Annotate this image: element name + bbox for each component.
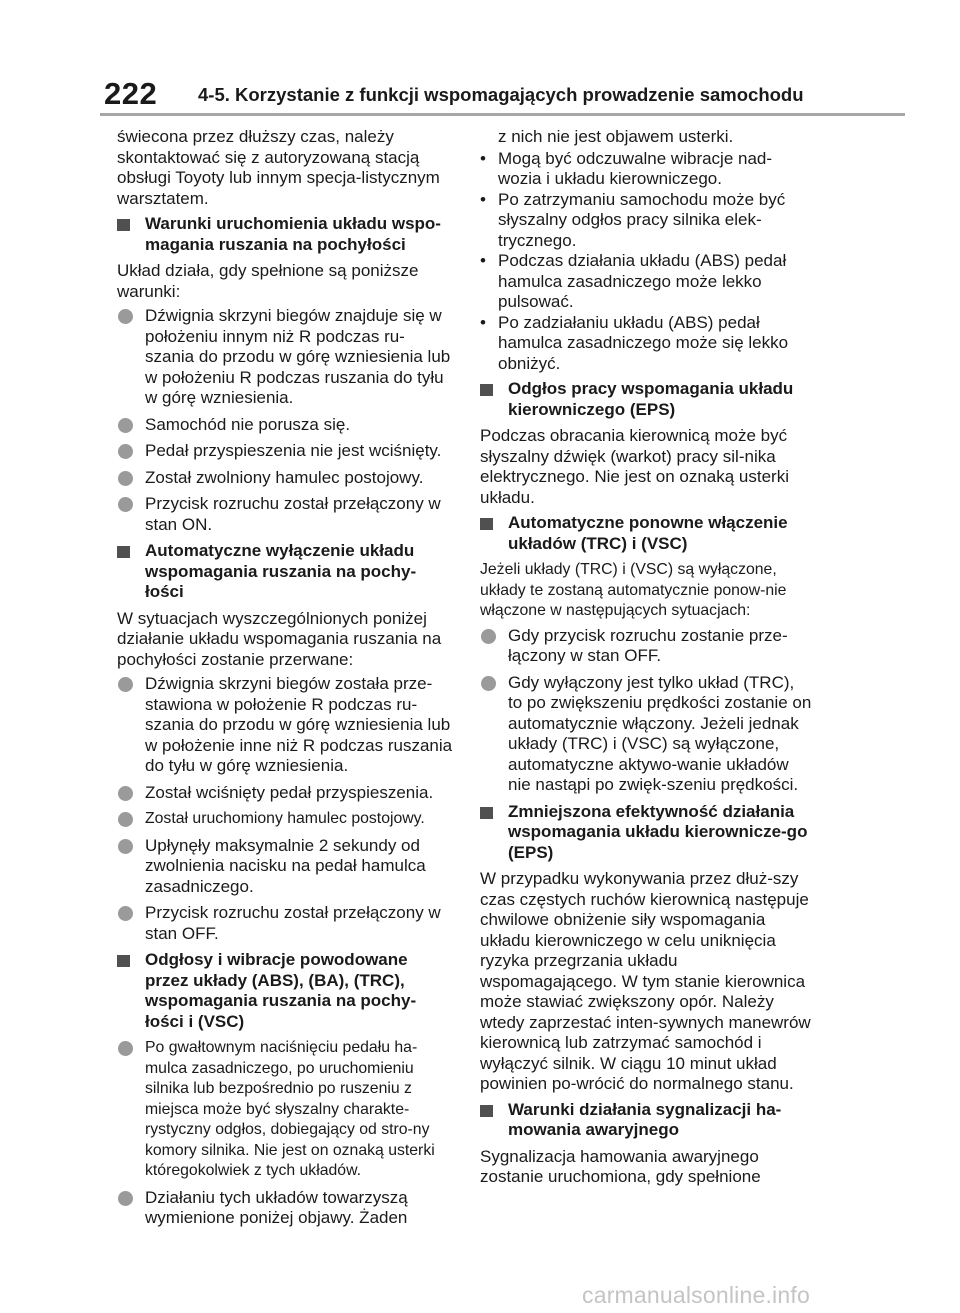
section-heading-auto-reactivation: Automatyczne ponowne włączenie układów (TRC) i (VSC) xyxy=(480,513,812,554)
section-heading-hill-start-conditions: Warunki uruchomienia układu wspo-magania ruszania na pochyłości xyxy=(117,214,453,255)
header-divider xyxy=(100,113,905,116)
list-item: • Po zadziałaniu układu (ABS) pedał hamulca zasadniczego może się lekko obniżyć. xyxy=(480,312,789,373)
list-item: Po gwałtownym naciśnięciu pedału ha-mulca zasadniczego, po uruchomieniu silnika lub bezpośrednio po ruszeniu z miejsca może być słyszalny charakte-rystyczny odgłos, dobiegający od stro-ny komory silnika. Nie jest on oznaką usterki któregokolwiek z tych układów. xyxy=(117,1038,453,1182)
bullet-dot-icon: • xyxy=(480,251,486,270)
bullet-circle-icon xyxy=(118,839,133,854)
section-heading-noises-vibrations: Odgłosy i wibracje powodowane przez układy (ABS), (BA), (TRC), wspomagania ruszania na pochy-łości i (VSC) xyxy=(117,950,453,1032)
section-text: Podczas obracania kierownicą może być słyszalny dźwięk (warkot) pracy sil-nika elektrycznego. Nie jest on oznaką usterki układu. xyxy=(480,426,789,507)
bullet-circle-icon xyxy=(118,1041,133,1056)
chapter-title: 4-5. Korzystanie z funkcji wspomagających prowadzenie samochodu xyxy=(198,84,804,105)
section-square-icon xyxy=(117,955,130,967)
bullet-circle-icon xyxy=(118,812,133,827)
list-item: • Mogą być odczuwalne wibracje nad-wozia i układu kierowniczego. xyxy=(480,148,773,188)
intro-paragraph: świecona przez dłuższy czas, należy skontaktować się z autoryzowaną stacją obsługi Toyoty lub innym specja-listycznym warsztatem. xyxy=(117,127,440,208)
page-number: 222 xyxy=(104,76,158,111)
bullet-circle-icon xyxy=(118,677,133,692)
section-square-icon xyxy=(480,518,493,530)
section-text: Sygnalizacja hamowania awaryjnego zostanie uruchomiona, gdy spełnione xyxy=(480,1146,761,1186)
section-square-icon xyxy=(117,546,130,558)
section-square-icon xyxy=(480,1105,493,1117)
list-item: • Podczas działania układu (ABS) pedał hamulca zasadniczego może lekko pulsować. xyxy=(480,251,787,311)
list-item: Przycisk rozruchu został przełączony w stan OFF. xyxy=(117,903,453,944)
bullet-circle-icon xyxy=(118,497,133,512)
section-text: W przypadku wykonywania przez dłuż-szy czas częstych ruchów kierownicą następuje chwilowe obniżenie siły wspomagania układu kierowniczego w celu uniknięcia ryzyka przegrzania układu wspomagającego. W tym stanie kierownica może stawiać zwiększony opór. Należy wtedy zaprzestać inten-sywnych manewrów kierownicą lub zatrzymać samochód i wyłączyć silnik. W ciągu 10 minut układ powinien po-wrócić do normalnego stanu. xyxy=(480,869,811,1093)
right-column xyxy=(480,127,812,1192)
list-item: Został zwolniony hamulec postojowy. xyxy=(117,468,453,489)
section-square-icon xyxy=(480,384,493,396)
bullet-dot-icon: • xyxy=(480,189,486,209)
list-item: Dźwignia skrzyni biegów znajduje się w położeniu innym niż R podczas ru-szania do przodu w górę wzniesienia lub w położeniu R podczas ruszania do tyłu w górę wzniesienia. xyxy=(117,306,453,409)
list-item: Gdy wyłączony jest tylko układ (TRC), to po zwiększeniu prędkości zostanie on automatycznie włączony. Jeżeli jednak układy (TRC) i (VSC) są wyłączone, automatyczne aktywo-wanie układów nie nastąpi po zwięk-szeniu prędkości. xyxy=(480,673,812,796)
continued-text: z nich nie jest objawem usterki. xyxy=(498,127,734,146)
list-item: Gdy przycisk rozruchu zostanie prze-łączony w stan OFF. xyxy=(480,626,812,667)
list-item: Działaniu tych układów towarzyszą wymienione poniżej objawy. Żaden xyxy=(117,1188,453,1229)
bullet-circle-icon xyxy=(118,906,133,921)
list-item: Przycisk rozruchu został przełączony w stan ON. xyxy=(117,494,453,535)
list-item: Pedał przyspieszenia nie jest wciśnięty. xyxy=(117,441,453,462)
list-item: Upłynęły maksymalnie 2 sekundy od zwolnienia nacisku na pedał hamulca zasadniczego. xyxy=(117,836,453,898)
list-item: Został wciśnięty pedał przyspieszenia. xyxy=(117,783,453,804)
bullet-dot-icon: • xyxy=(480,148,486,168)
list-item: Samochód nie porusza się. xyxy=(117,415,453,436)
bullet-dot-icon: • xyxy=(480,312,486,332)
bullet-circle-icon xyxy=(481,629,496,644)
list-item: Dźwignia skrzyni biegów została prze-stawiona w położenie R podczas ru-szania do przodu w górę wzniesienia lub w położenie inne niż R podczas ruszania do tyłu w górę wzniesienia. xyxy=(117,674,453,777)
bullet-circle-icon xyxy=(118,418,133,433)
bullet-circle-icon xyxy=(118,1191,133,1206)
section-heading-eps-noise: Odgłos pracy wspomagania układu kierowniczego (EPS) xyxy=(480,379,812,420)
left-column xyxy=(117,127,453,1235)
bullet-circle-icon xyxy=(118,786,133,801)
bullet-circle-icon xyxy=(481,676,496,691)
section-text: Jeżeli układy (TRC) i (VSC) są wyłączone, układy te zostaną automatycznie ponow-nie włączone w następujących sytuacjach: xyxy=(480,561,787,619)
section-text: W sytuacjach wyszczególnionych poniżej działanie układu wspomagania ruszania na pochyłości zostanie przerwane: xyxy=(117,608,442,669)
list-item: • Po zatrzymaniu samochodu może być słyszalny odgłos pracy silnika elek-trycznego. xyxy=(480,189,786,250)
section-heading-emergency-brake-signal: Warunki działania sygnalizacji ha-mowania awaryjnego xyxy=(480,1100,812,1141)
section-heading-auto-cancel: Automatyczne wyłączenie układu wspomagania ruszania na pochy-łości xyxy=(117,541,453,603)
section-heading-reduced-eps: Zmniejszona efektywność działania wspomagania układu kierownicze-go (EPS) xyxy=(480,802,812,864)
list-item: Został uruchomiony hamulec postojowy. xyxy=(117,809,453,830)
page-header xyxy=(0,0,960,120)
bullet-circle-icon xyxy=(118,309,133,324)
section-text: Układ działa, gdy spełnione są poniższe warunki: xyxy=(117,261,419,301)
watermark: carmanualsonline.info xyxy=(582,1282,810,1308)
bullet-circle-icon xyxy=(118,471,133,486)
bullet-circle-icon xyxy=(118,444,133,459)
section-square-icon xyxy=(117,219,130,231)
section-square-icon xyxy=(480,807,493,819)
